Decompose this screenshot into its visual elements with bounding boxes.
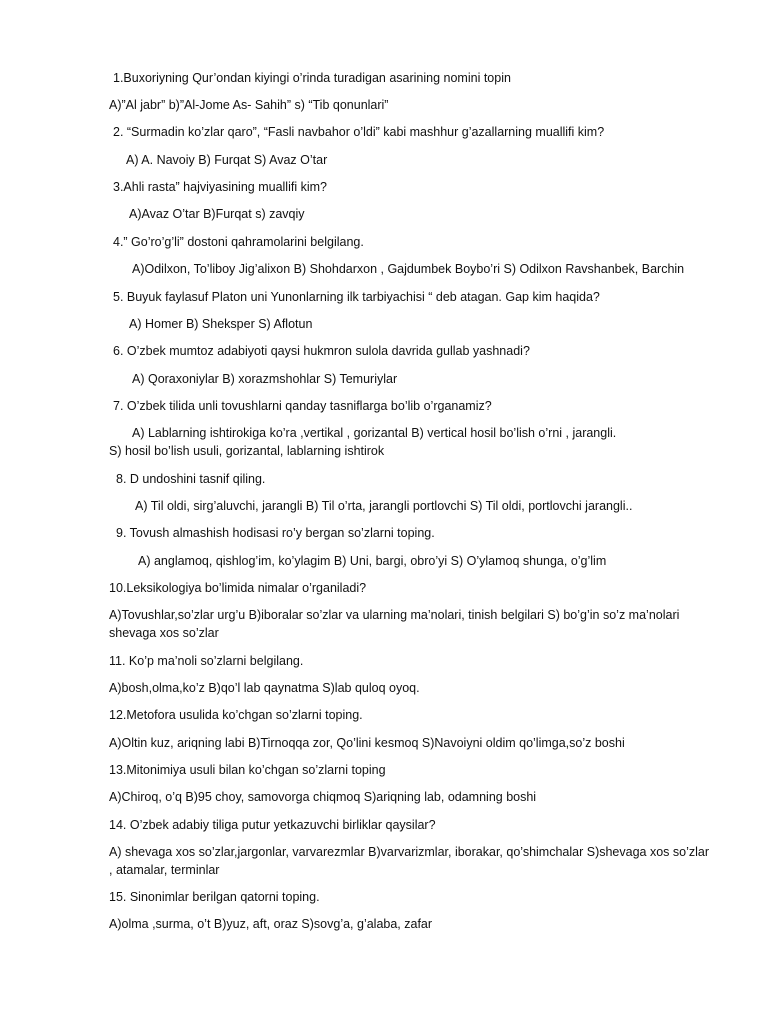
- answer-4: A)Odilxon, To’liboy Jig’alixon B) Shohdarxon , Gajdumbek Boybo’ri S) Odilxon Ravshanbek, Barchin: [132, 262, 685, 276]
- question-2: 2. “Surmadin ko’zlar qaro”, “Fasli navbahor o’ldi” kabi mashhur g’azallarning muallifi kim?: [113, 125, 605, 139]
- question-4: 4.” Go’ro’g’li” dostoni qahramolarini belgilang.: [113, 235, 364, 249]
- question-9: 9. Tovush almashish hodisasi ro’y bergan so’zlarni toping.: [116, 526, 435, 540]
- question-7: 7. O’zbek tilida unli tovushlarni qanday tasniflarga bo’lib o’rganamiz?: [113, 399, 492, 413]
- answer-10: A)Tovushlar,so’zlar urg’u B)iboralar so’zlar va ularning ma’nolari, tinish belgilari S) bo’g’in so’z ma’nolari shevaga xos so’zlar: [109, 608, 680, 640]
- answer-2: A) A. Navoiy B) Furqat S) Avaz O’tar: [126, 153, 328, 167]
- answer-7-line-1: A) Lablarning ishtirokiga ko’ra ,vertikal , gorizantal B) vertical hosil bo’lish o’rni , jarangli.: [132, 426, 617, 440]
- answer-11: A)bosh,olma,ko’z B)qo’l lab qaynatma S)lab quloq oyoq.: [109, 681, 420, 695]
- question-11: 11. Ko’p ma’noli so’zlarni belgilang.: [109, 654, 304, 668]
- answer-14: A) shevaga xos so’zlar,jargonlar, varvarezmlar B)varvarizmlar, iborakar, qo’shimchalar S)shevaga xos so’zlar , atamalar, terminlar: [109, 845, 710, 877]
- question-8: 8. D undoshini tasnif qiling.: [116, 472, 266, 486]
- question-6: 6. O’zbek mumtoz adabiyoti qaysi hukmron sulola davrida gullab yashnadi?: [113, 344, 530, 358]
- question-1: 1.Buxoriyning Qur’ondan kiyingi o’rinda turadigan asarining nomini topin: [113, 71, 511, 85]
- question-14: 14. O’zbek adabiy tiliga putur yetkazuvchi birliklar qaysilar?: [109, 818, 436, 832]
- answer-9: A) anglamoq, qishlog’im, ko’ylagim B) Uni, bargi, obro’yi S) O’ylamoq shunga, o’g’lim: [138, 554, 607, 568]
- answer-3: A)Avaz O’tar B)Furqat s) zavqiy: [129, 207, 305, 221]
- question-15: 15. Sinonimlar berilgan qatorni toping.: [109, 890, 320, 904]
- answer-12: A)Oltin kuz, ariqning labi B)Tirnoqqa zor, Qo’lini kesmoq S)Navoiyni oldim qo’limga,so’z boshi: [109, 736, 625, 750]
- question-13: 13.Mitonimiya usuli bilan ko’chgan so’zlarni toping: [109, 763, 386, 777]
- question-10: 10.Leksikologiya bo’limida nimalar o’rganiladi?: [109, 581, 367, 595]
- answer-8: A) Til oldi, sirg’aluvchi, jarangli B) Til o’rta, jarangli portlovchi S) Til oldi, portlovchi jarangli..: [135, 499, 633, 513]
- answer-1: A)”Al jabr” b)”Al-Jome As- Sahih” s) “Tib qonunlari”: [109, 98, 389, 112]
- question-5: 5. Buyuk faylasuf Platon uni Yunonlarning ilk tarbiyachisi “ deb atagan. Gap kim haqida?: [113, 290, 600, 304]
- answer-6: A) Qoraxoniylar B) xorazmshohlar S) Temuriylar: [132, 372, 398, 386]
- answer-13: A)Chiroq, o’q B)95 choy, samovorga chiqmoq S)ariqning lab, odamning boshi: [109, 790, 537, 804]
- answer-7-line-2: S) hosil bo’lish usuli, gorizantal, lablarning ishtirok: [109, 444, 385, 458]
- question-12: 12.Metofora usulida ko’chgan so’zlarni toping.: [109, 708, 363, 722]
- answer-5: A) Homer B) Shekspеr S) Aflotun: [129, 317, 313, 331]
- question-3: 3.Ahli rasta” hajviyasining muallifi kim?: [113, 180, 327, 194]
- answer-15: A)olma ,surma, o’t B)yuz, aft, oraz S)sovg’a, g’alaba, zafar: [109, 917, 433, 931]
